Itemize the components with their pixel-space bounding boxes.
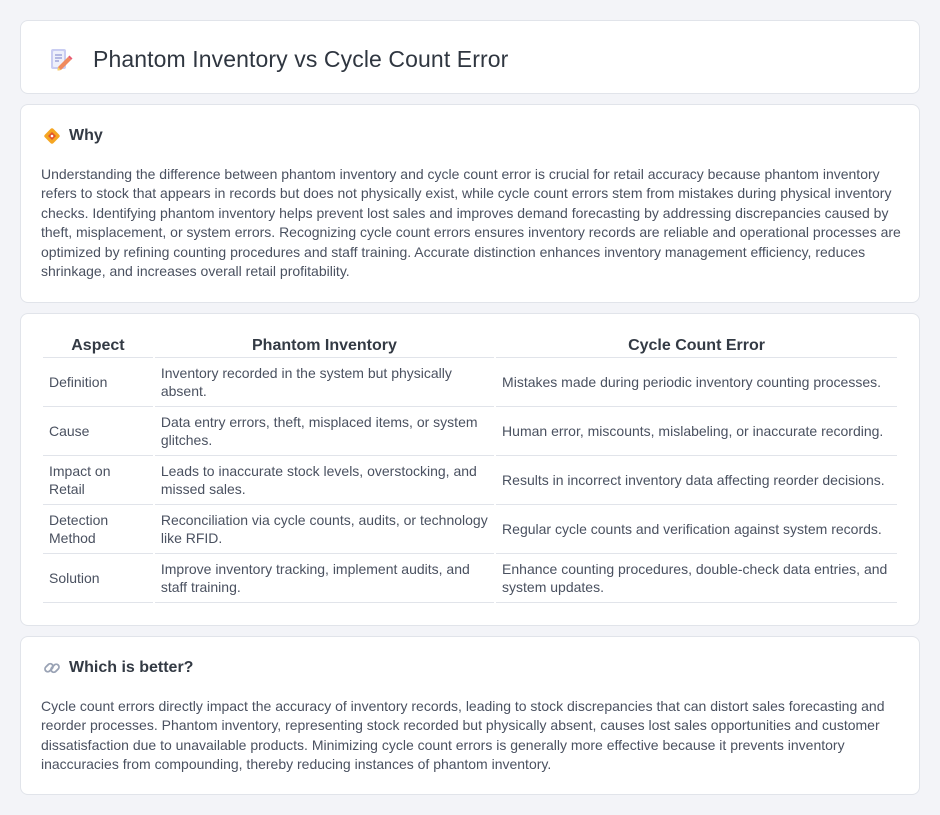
why-heading-row: [43, 127, 103, 145]
why-section: [20, 104, 920, 303]
edit-document-icon: [47, 47, 73, 73]
phantom-cell: Reconciliation via cycle counts, audits, or technology like RFID.: [155, 505, 494, 554]
table-row: [43, 407, 897, 456]
title-row: [47, 46, 508, 73]
cycle-cell: Human error, miscounts, mislabeling, or inaccurate recording.: [496, 407, 897, 456]
header-phantom-inventory: Phantom Inventory: [155, 334, 494, 358]
table-row: [43, 505, 897, 554]
table-header-row: [43, 334, 897, 358]
aspect-cell: Cause: [43, 407, 153, 456]
comparison-table: [41, 334, 899, 603]
table-row: [43, 456, 897, 505]
better-text: Cycle count errors directly impact the accuracy of inventory records, leading to stock discrepancies that can distort sales forecasting and reorder processes. Phantom inventory, representing stock recorded but physically absent, causes lost sales opportunities and customer dissatisfaction due to unavailable products. Minimizing cycle count errors is generally more effective because it prevents inventory inaccuracies from compounding, thereby reducing instances of phantom inventory.: [41, 698, 885, 773]
header-cycle-count-error: Cycle Count Error: [496, 334, 897, 358]
cycle-cell: Mistakes made during periodic inventory counting processes.: [496, 358, 897, 407]
table-row: [43, 358, 897, 407]
phantom-cell: Improve inventory tracking, implement audits, and staff training.: [155, 554, 494, 603]
phantom-cell: Data entry errors, theft, misplaced items, or system glitches.: [155, 407, 494, 456]
table-row: [43, 554, 897, 603]
aspect-cell: Detection Method: [43, 505, 153, 554]
comparison-section: [20, 313, 920, 626]
phantom-cell: Leads to inaccurate stock levels, overstocking, and missed sales.: [155, 456, 494, 505]
why-text: Understanding the difference between phantom inventory and cycle count error is crucial for retail accuracy because phantom inventory refers to stock that appears in records but does not physically exist, while cycle count errors stem from mistakes during physical inventory checks. Identifying phantom inventory helps prevent lost sales and improves demand forecasting by addressing discrepancies caused by theft, misplacement, or system errors. Recognizing cycle count errors ensures inventory records are reliable and operational processes are optimized by refining counting procedures and staff training. Accurate distinction enhances inventory management efficiency, reduces shrinkage, and increases overall retail profitability.: [41, 166, 901, 280]
cycle-cell: Enhance counting procedures, double-check data entries, and system updates.: [496, 554, 897, 603]
aspect-cell: Definition: [43, 358, 153, 407]
which-is-better-section: [20, 636, 920, 795]
diamond-signal-icon: [43, 127, 61, 145]
better-heading-row: [43, 659, 193, 677]
link-icon: [43, 659, 61, 677]
header-aspect: Aspect: [43, 334, 153, 358]
aspect-cell: Solution: [43, 554, 153, 603]
cycle-cell: Regular cycle counts and verification against system records.: [496, 505, 897, 554]
why-title: Why: [69, 127, 103, 144]
cycle-cell: Results in incorrect inventory data affecting reorder decisions.: [496, 456, 897, 505]
better-title: Which is better?: [69, 659, 194, 676]
phantom-cell: Inventory recorded in the system but physically absent.: [155, 358, 494, 407]
aspect-cell: Impact on Retail: [43, 456, 153, 505]
page-title: Phantom Inventory vs Cycle Count Error: [93, 46, 509, 72]
title-card: [20, 20, 920, 94]
